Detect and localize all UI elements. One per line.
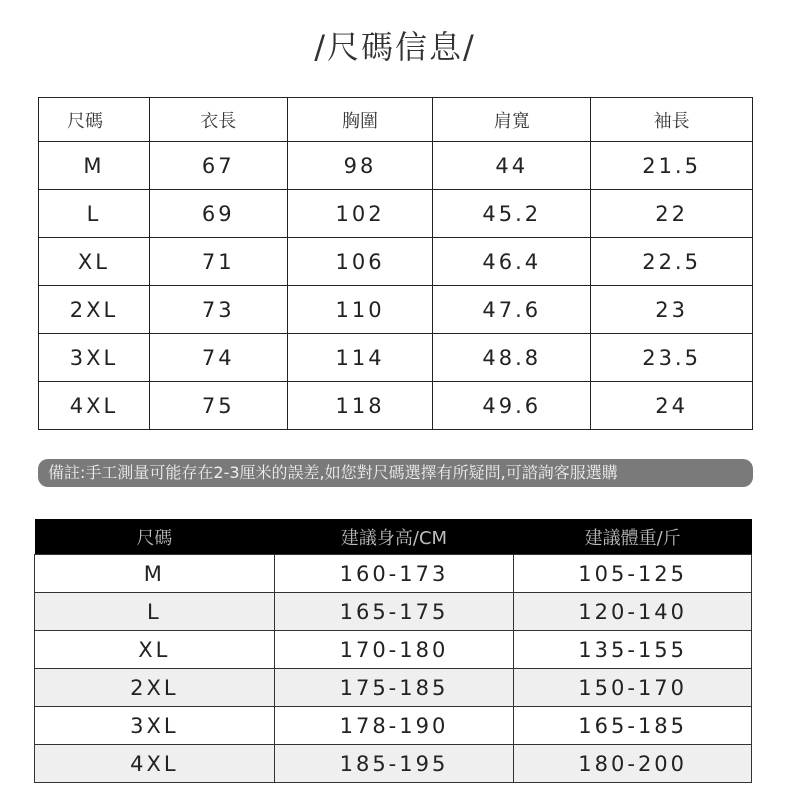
table-row [39, 190, 753, 238]
table-row [35, 593, 752, 631]
cell-length: 75 [149, 382, 287, 430]
cell-height: 160-173 [274, 555, 514, 593]
cell-sleeve: 23.5 [591, 334, 753, 382]
cell-size: M [39, 142, 150, 190]
cell-chest: 106 [287, 238, 433, 286]
measurement-header-row [39, 98, 753, 142]
cell-shoulder: 48.8 [433, 334, 591, 382]
cell-length: 69 [149, 190, 287, 238]
cell-height: 165-175 [274, 593, 514, 631]
cell-chest: 98 [287, 142, 433, 190]
cell-sleeve: 24 [591, 382, 753, 430]
header-sleeve: 袖長 [591, 98, 753, 142]
cell-weight: 150-170 [514, 669, 752, 707]
cell-size: 3XL [39, 334, 150, 382]
table-row [35, 707, 752, 745]
cell-length: 74 [149, 334, 287, 382]
cell-weight: 135-155 [514, 631, 752, 669]
table-row [39, 238, 753, 286]
header-size: 尺碼 [39, 98, 150, 142]
table-row [39, 286, 753, 334]
cell-shoulder: 47.6 [433, 286, 591, 334]
cell-length: 71 [149, 238, 287, 286]
cell-weight: 120-140 [514, 593, 752, 631]
cell-shoulder: 46.4 [433, 238, 591, 286]
cell-size: L [35, 593, 275, 631]
measurement-note: 備註:手工測量可能存在2-3厘米的誤差,如您對尺碼選擇有所疑問,可諮詢客服選購 [38, 459, 753, 487]
cell-length: 73 [149, 286, 287, 334]
table-row [35, 631, 752, 669]
header-weight: 建議體重/斤 [514, 519, 752, 555]
header-height: 建議身高/CM [274, 519, 514, 555]
cell-sleeve: 22.5 [591, 238, 753, 286]
cell-weight: 180-200 [514, 745, 752, 783]
cell-shoulder: 45.2 [433, 190, 591, 238]
cell-size: 2XL [35, 669, 275, 707]
cell-chest: 114 [287, 334, 433, 382]
page-title: /尺碼信息/ [314, 28, 476, 66]
table-row [35, 669, 752, 707]
cell-sleeve: 23 [591, 286, 753, 334]
cell-height: 178-190 [274, 707, 514, 745]
cell-length: 67 [149, 142, 287, 190]
cell-size: XL [39, 238, 150, 286]
header-length: 衣長 [149, 98, 287, 142]
cell-height: 175-185 [274, 669, 514, 707]
cell-weight: 165-185 [514, 707, 752, 745]
cell-size: 3XL [35, 707, 275, 745]
cell-shoulder: 44 [433, 142, 591, 190]
cell-sleeve: 21.5 [591, 142, 753, 190]
cell-weight: 105-125 [514, 555, 752, 593]
measurement-table [38, 97, 753, 430]
cell-height: 185-195 [274, 745, 514, 783]
table-row [39, 382, 753, 430]
cell-size: 4XL [39, 382, 150, 430]
header-size: 尺碼 [35, 519, 275, 555]
table-row [39, 334, 753, 382]
cell-shoulder: 49.6 [433, 382, 591, 430]
recommendation-table [34, 519, 752, 783]
cell-size: M [35, 555, 275, 593]
cell-sleeve: 22 [591, 190, 753, 238]
cell-size: 2XL [39, 286, 150, 334]
header-shoulder: 肩寬 [433, 98, 591, 142]
cell-chest: 102 [287, 190, 433, 238]
cell-height: 170-180 [274, 631, 514, 669]
table-row [39, 142, 753, 190]
table-row [35, 745, 752, 783]
cell-chest: 110 [287, 286, 433, 334]
header-chest: 胸圍 [287, 98, 433, 142]
cell-chest: 118 [287, 382, 433, 430]
cell-size: L [39, 190, 150, 238]
table-row [35, 555, 752, 593]
cell-size: XL [35, 631, 275, 669]
cell-size: 4XL [35, 745, 275, 783]
recommendation-header-row [35, 519, 752, 555]
